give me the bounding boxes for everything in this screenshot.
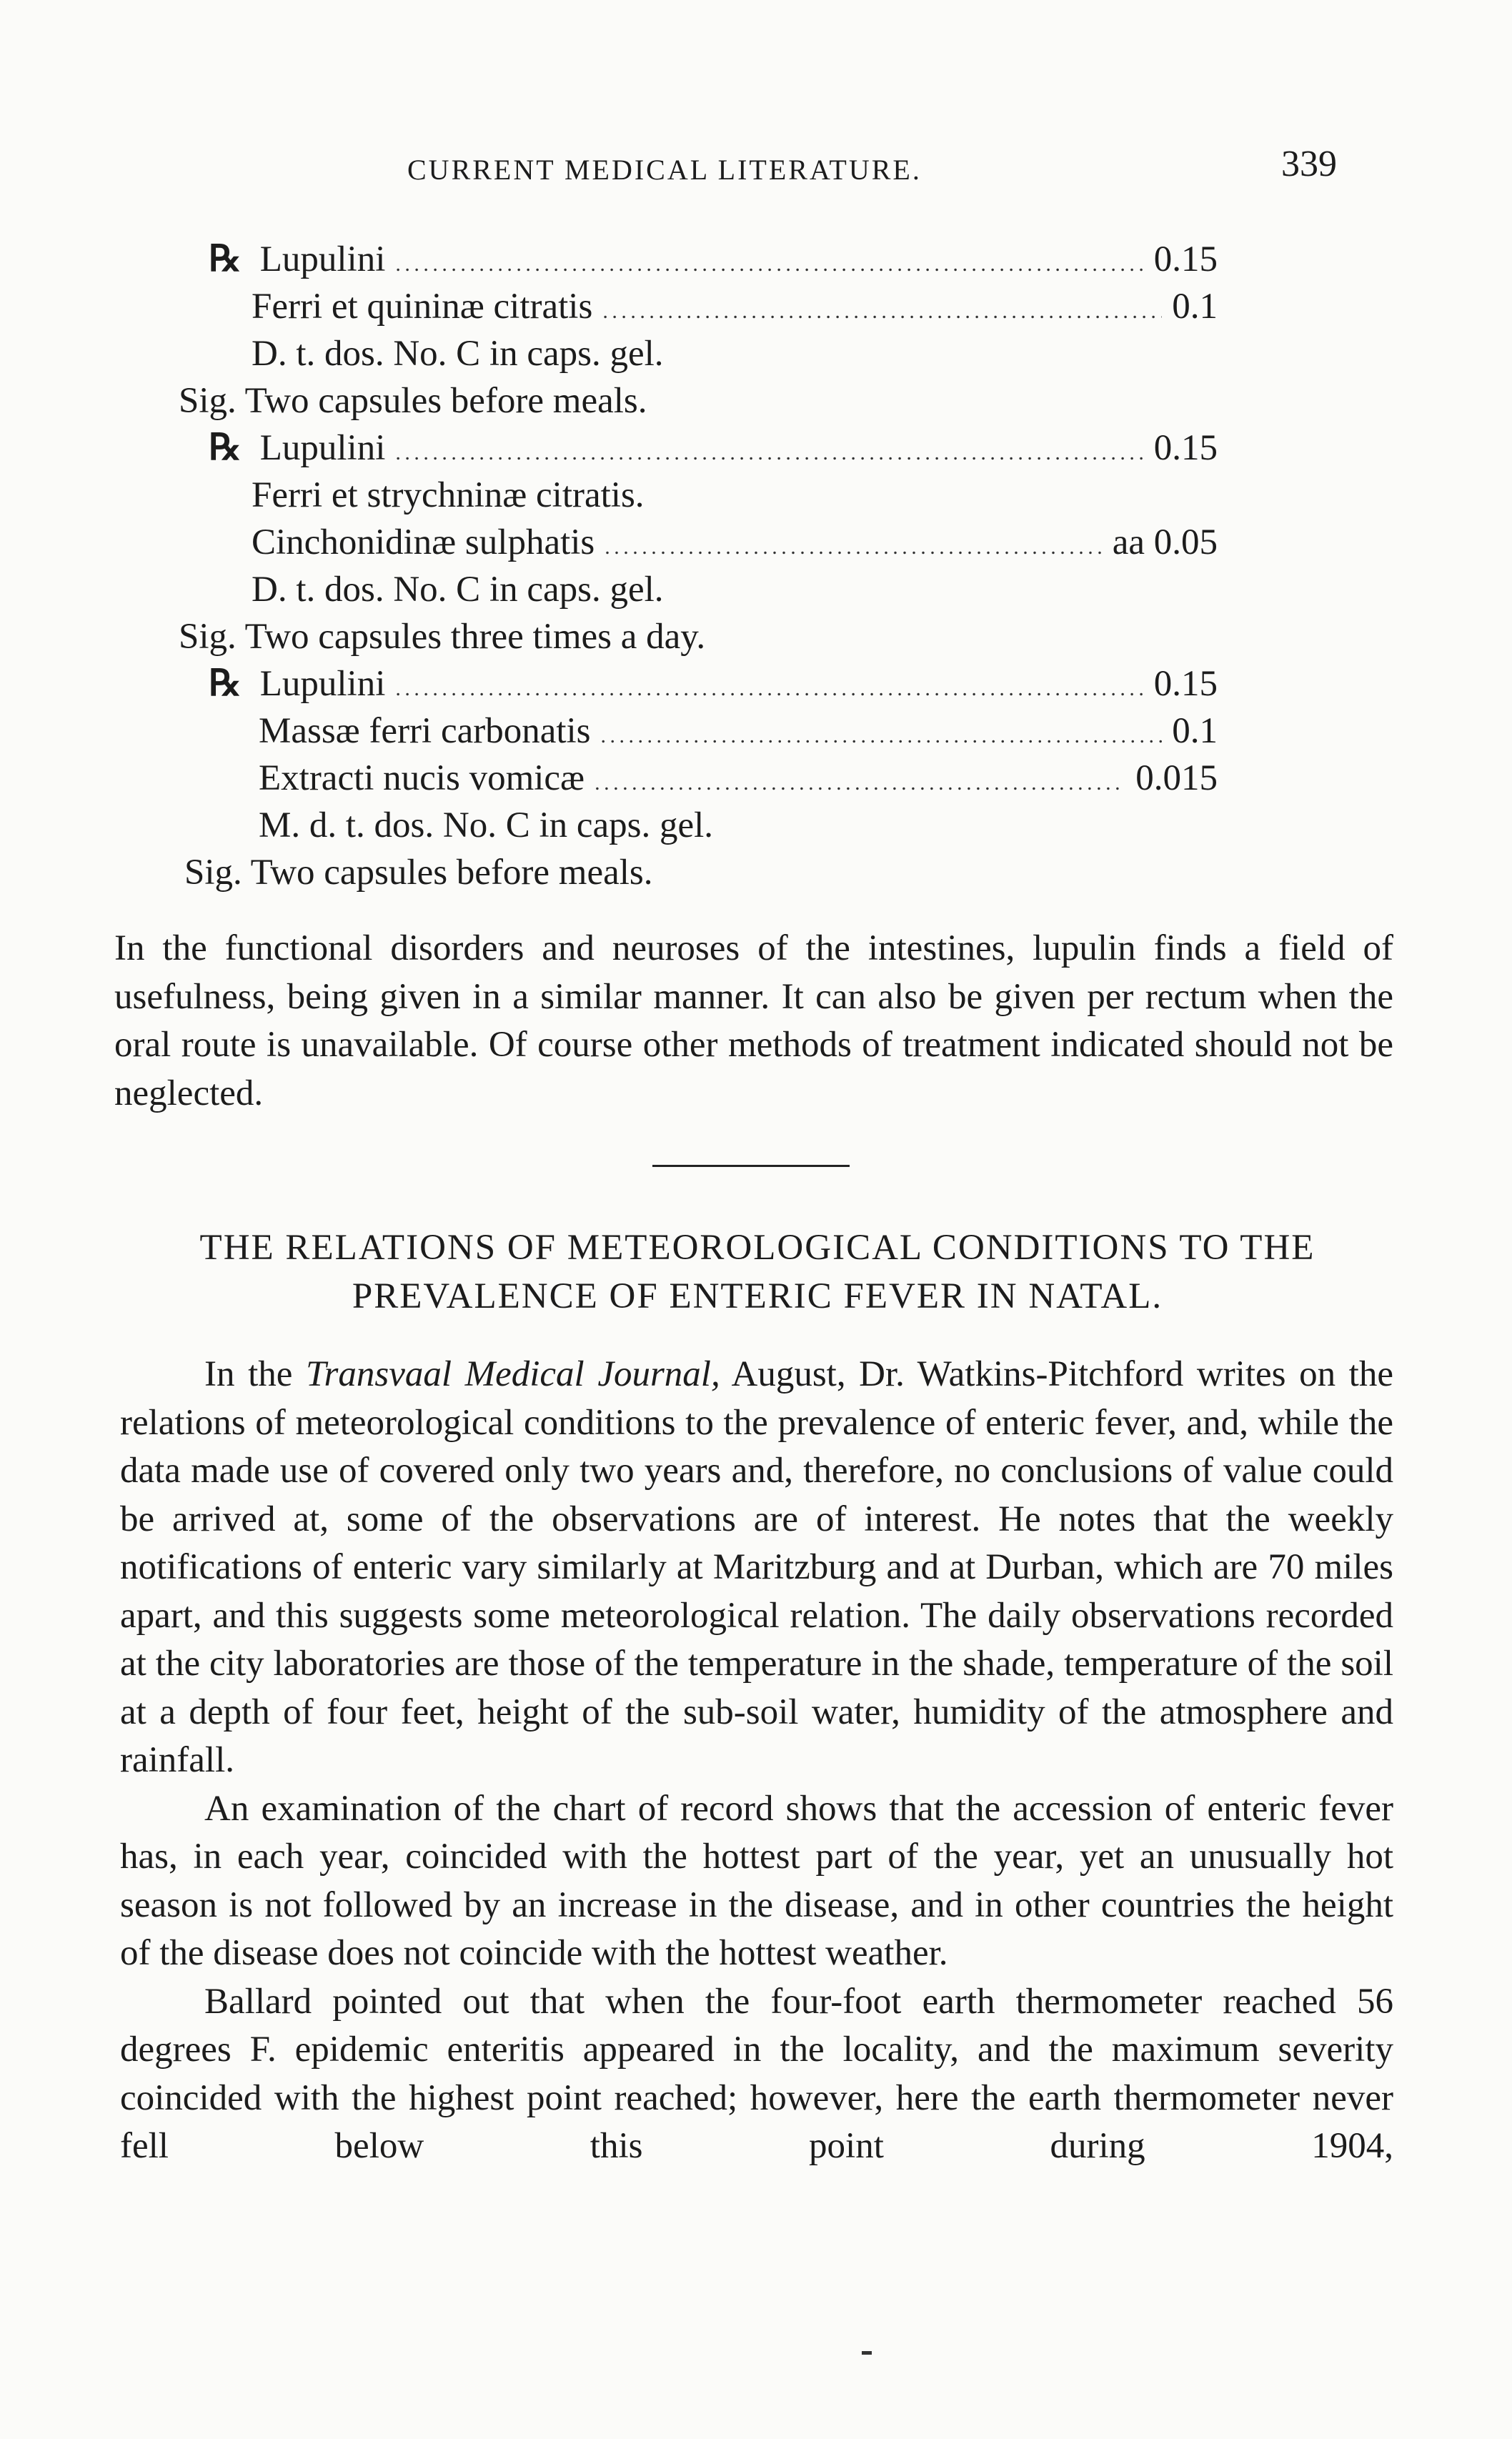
- prescription-amount: aa 0.05: [1112, 522, 1218, 562]
- dot-leader: [605, 519, 1102, 566]
- article-heading-line-1: THE RELATIONS OF METEOROLOGICAL CONDITIONS TO THE: [199, 1228, 1315, 1268]
- prescription-text: M. d. t. dos. No. C in caps. gel.: [259, 805, 714, 845]
- journal-title: Transvaal Medical Journal,: [305, 1354, 720, 1394]
- prescription-amount: 0.1: [1172, 711, 1218, 751]
- paragraph-1-rest: August, Dr. Watkins-Pitchford writes on the relations of meteorological conditions to the prevalence of enteric fever, and, while the data made use of covered only two years and, therefore, no conclusions of value could be arrived at, some of the observations are of interest. He notes that the weekly notifications of enteric vary similarly at Maritzburg and at Durban, which are 70 miles apart, and this suggests some meteorological relation. The daily observations recorded at the city laboratories are those of the temperature in the shade, temperature of the soil at a depth of four feet, height of the sub-soil water, humidity of the atmosphere and rainfall.: [120, 1354, 1393, 1780]
- prescription-line: [209, 236, 1218, 283]
- running-head: [0, 143, 1512, 193]
- prescription-amount: 0.15: [1153, 239, 1218, 279]
- prescription-text: Lupulini: [259, 239, 386, 279]
- prescription-line: [252, 283, 1218, 330]
- prescription-text: Sig. Two capsules three times a day.: [179, 617, 706, 657]
- dot-leader: [595, 755, 1125, 802]
- prescription-text: Sig. Two capsules before meals.: [179, 381, 647, 421]
- dot-leader: [395, 236, 1143, 283]
- prescription-line: [184, 849, 1218, 896]
- prescription-text: Extracti nucis vomicæ: [259, 758, 585, 798]
- prescription-line: [209, 424, 1218, 472]
- prescription-amount: 0.1: [1172, 287, 1218, 327]
- prescription-text: Massæ ferri carbonatis: [259, 711, 591, 751]
- prescription-line: [259, 802, 1218, 849]
- prescription-line: [259, 707, 1218, 755]
- prescription-line: [179, 613, 1218, 660]
- rx-symbol: ℞: [209, 239, 242, 279]
- article-paragraph-2: An examination of the chart of record shows that the accession of enteric fever has, in each year, coincided with the hottest part of the year, yet an unusually hot season is not followed by an increase in the disease, and in other countries the height of the disease does not coincide with the hottest weather.: [120, 1788, 1393, 1973]
- prescription-line: [209, 660, 1218, 707]
- article-heading: [114, 1223, 1401, 1321]
- prescription-text: Cinchonidinæ sulphatis: [252, 522, 595, 562]
- prescription-text: Lupulini: [259, 664, 386, 704]
- prescription-line: [259, 755, 1218, 802]
- rx-symbol: ℞: [209, 664, 242, 704]
- article-paragraph-3: Ballard pointed out that when the four-foot earth thermometer reached 56 degrees F. epidemic enteritis appeared in the locality, and the maximum severity coincided with the highest point reached; however, here the earth thermometer never fell below this point during 1904,: [120, 1981, 1393, 2166]
- dot-leader: [601, 707, 1163, 755]
- prescription-line: [252, 519, 1218, 566]
- prescription-text: D. t. dos. No. C in caps. gel.: [252, 570, 664, 610]
- prescription-line: [179, 377, 1218, 424]
- footer-mark: [862, 2351, 872, 2355]
- prescription-text: Ferri et quininæ citratis: [252, 287, 593, 327]
- prescription-amount: 0.15: [1153, 664, 1218, 704]
- prescription-text: Sig. Two capsules before meals.: [184, 853, 653, 893]
- prescription-line: [252, 566, 1218, 613]
- dot-leader: [395, 424, 1143, 472]
- article-heading-line-2: PREVALENCE OF ENTERIC FEVER IN NATAL.: [352, 1276, 1163, 1316]
- paragraph-1-intro: In the: [204, 1354, 306, 1394]
- article-paragraph-1: [120, 1351, 1393, 1785]
- dot-leader: [602, 283, 1162, 330]
- prescription-line: [252, 330, 1218, 377]
- page-number: 339: [1281, 144, 1337, 184]
- article-body: [120, 1351, 1393, 2171]
- closing-paragraph-text: In the functional disorders and neuroses of the intestines, lupulin finds a field of usefulness, being given in a similar manner. It can also be given per rectum when the oral route is unavailable. Of course other methods of treatment indicated should not be neglected.: [114, 928, 1393, 1113]
- prescription-amount: 0.015: [1135, 758, 1218, 798]
- section-divider: [652, 1165, 850, 1167]
- prescription-amount: 0.15: [1153, 428, 1218, 468]
- prescription-line: [252, 472, 1218, 519]
- prescription-text: D. t. dos. No. C in caps. gel.: [252, 334, 664, 374]
- prescription-text: Lupulini: [259, 428, 386, 468]
- running-title: CURRENT MEDICAL LITERATURE.: [407, 154, 922, 186]
- rx-symbol: ℞: [209, 428, 242, 468]
- dot-leader: [395, 660, 1143, 707]
- closing-paragraph: [114, 925, 1393, 1118]
- prescription-text: Ferri et strychninæ citratis.: [252, 475, 645, 515]
